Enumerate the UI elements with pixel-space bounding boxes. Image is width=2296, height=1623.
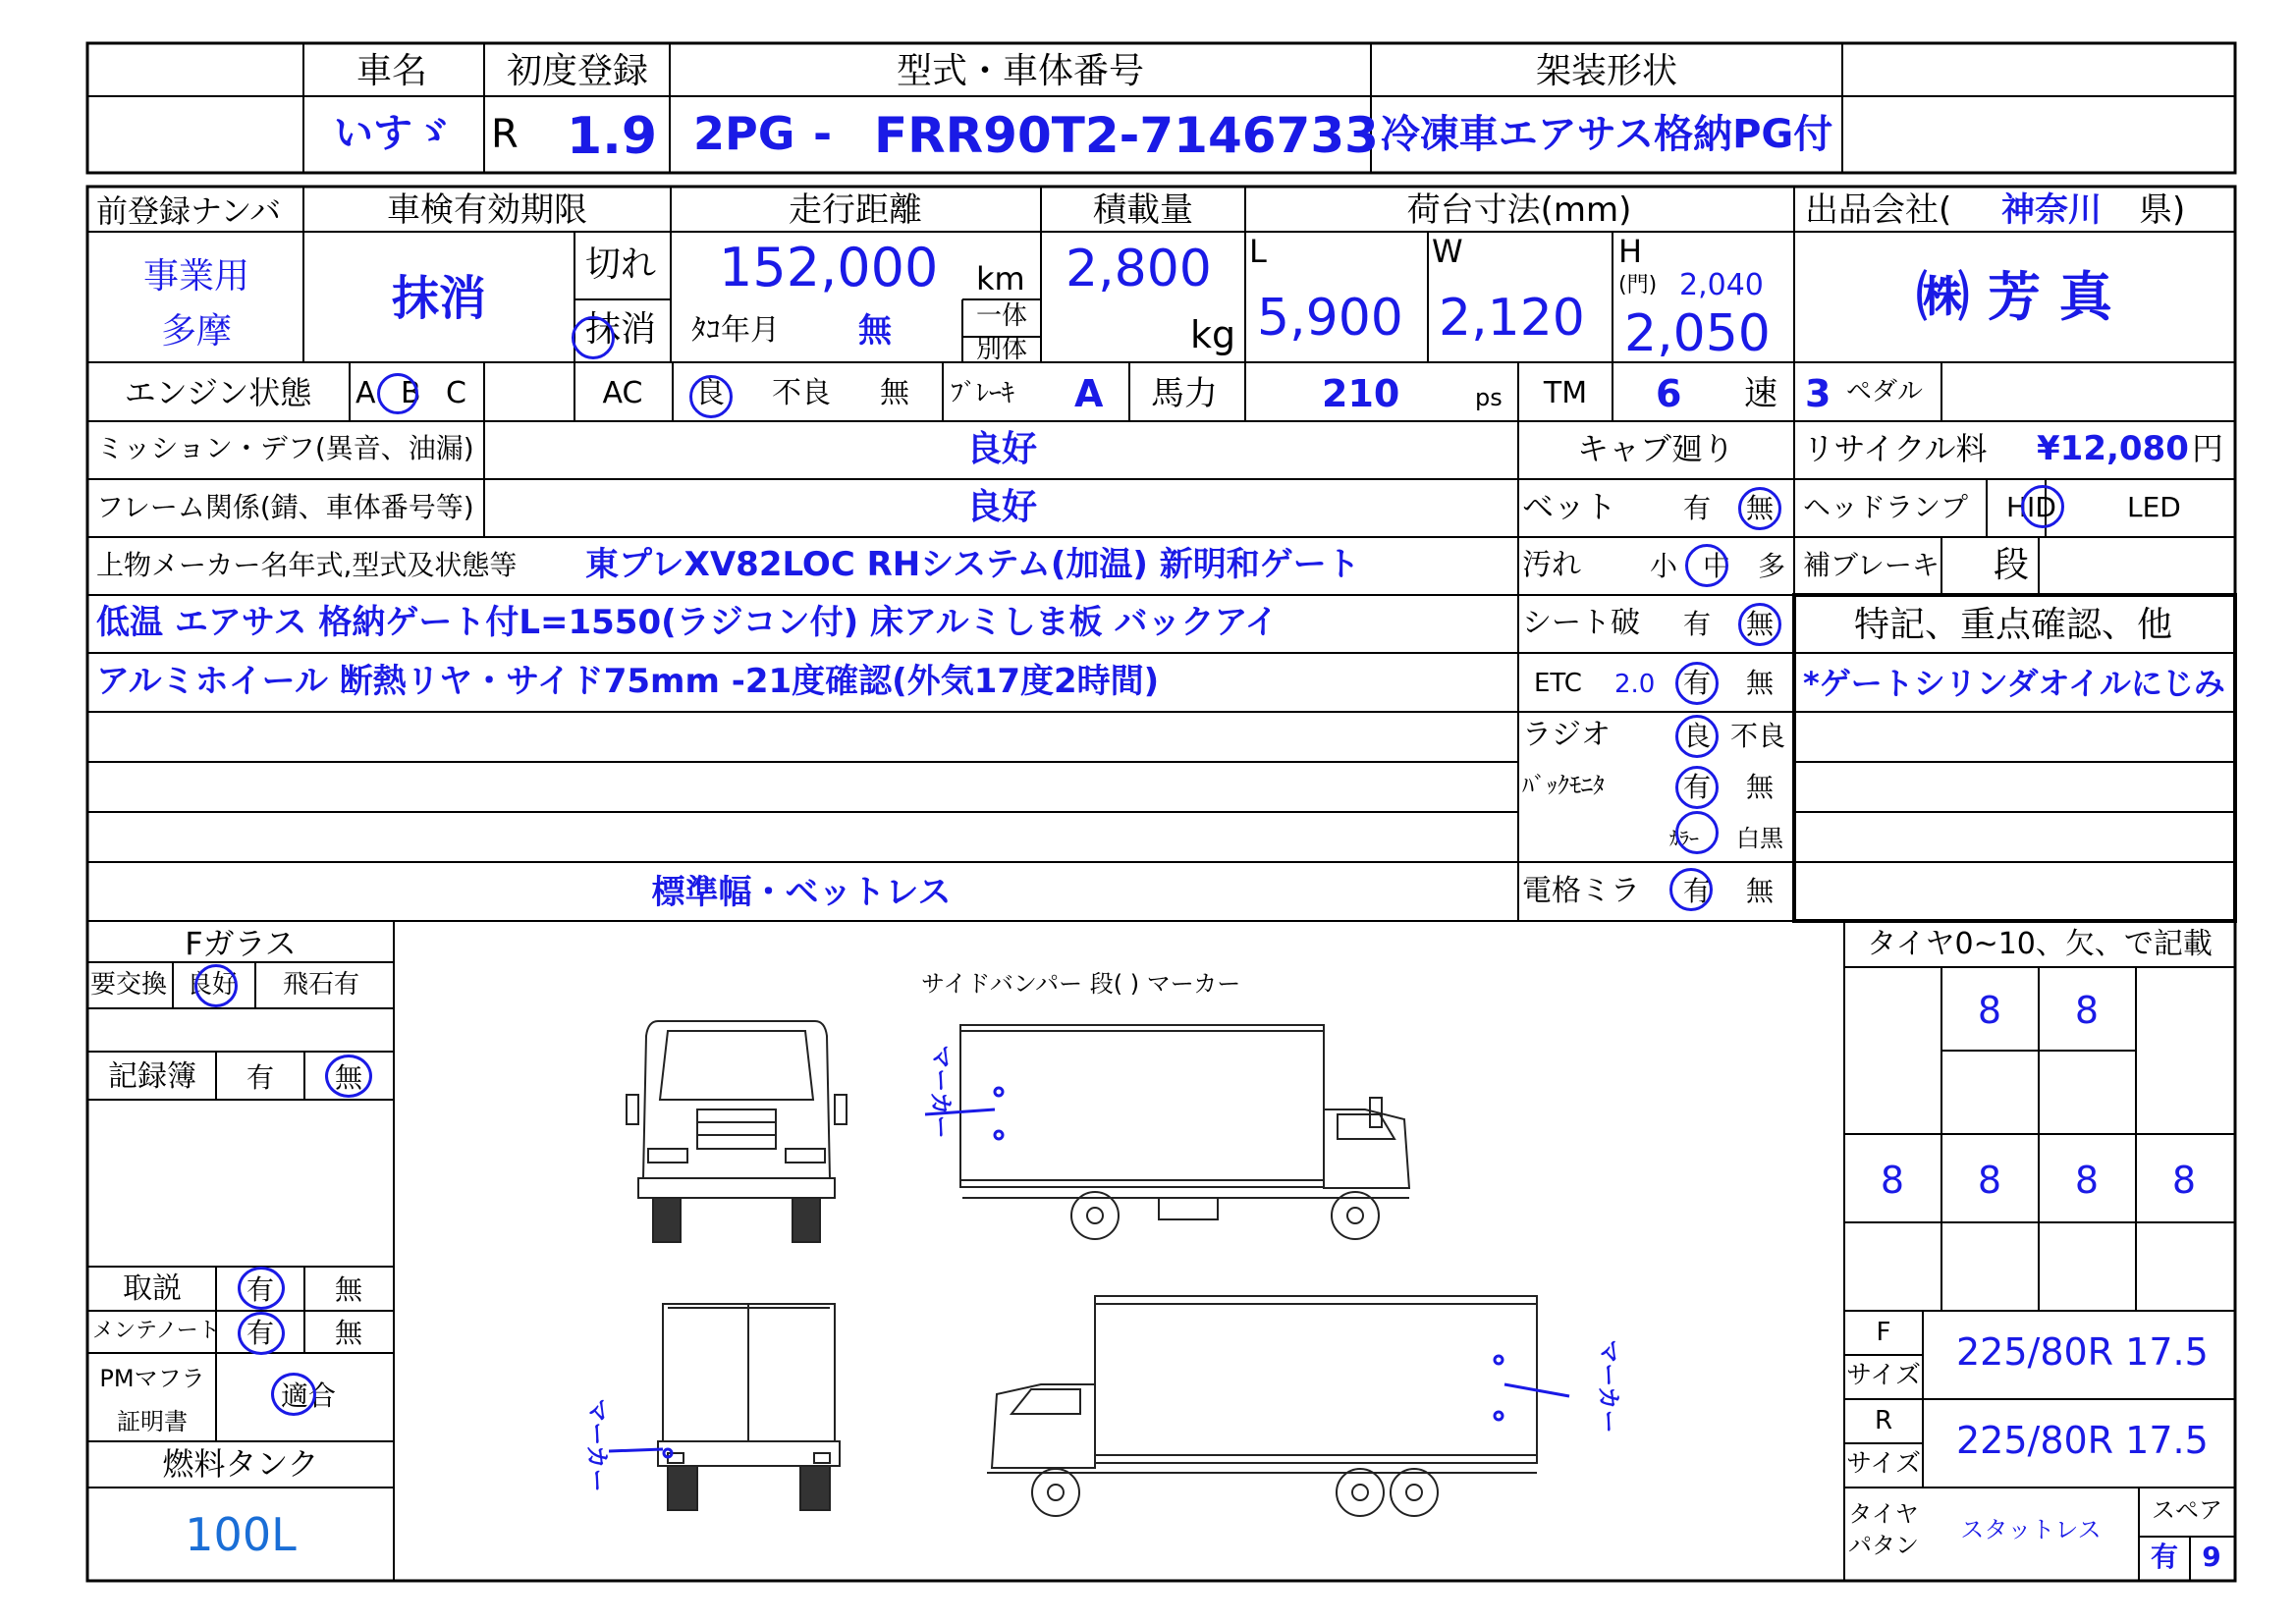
circle-pm (271, 1373, 316, 1416)
label-seller: 出品会社( (1805, 190, 1952, 230)
chassis-number: FRR90T2-7146733 (874, 107, 1379, 164)
label-first-reg: 初度登録 (506, 51, 649, 91)
model-dash: - (813, 107, 833, 160)
bed-L-value: 5,900 (1257, 289, 1403, 348)
truck-diagrams (609, 992, 1591, 1551)
radio-bad: 不良 (1730, 720, 1786, 752)
mileage-value: 152,000 (719, 237, 939, 298)
tacho-separate: 別体 (975, 335, 1028, 364)
manual-yes: 有 (246, 1273, 275, 1306)
label-model-chassis: 型式・車体番号 (896, 51, 1145, 91)
brake-value: A (1074, 372, 1104, 415)
circle-ac-good (689, 375, 733, 418)
fuel-value: 100L (185, 1508, 297, 1561)
label-dirt: 汚れ (1522, 548, 1581, 582)
label-pedal: ペダル (1846, 377, 1924, 406)
truck-side-view-bottom (987, 1296, 1537, 1516)
circle-fglass-good (194, 964, 238, 1007)
ac-good: 良 (695, 376, 725, 410)
special-note: *ゲートシリンダオイルにじみ (1803, 665, 2225, 702)
fglass-replace: 要交換 (90, 970, 168, 1000)
circle-radio-good (1675, 715, 1719, 758)
backmon-bw: 白黒 (1736, 825, 1783, 852)
car-name: いすゞ (334, 111, 452, 156)
circle-engine-b (377, 373, 418, 414)
etc-no: 無 (1746, 667, 1775, 699)
circle-hid (2021, 485, 2064, 528)
label-brake: ﾌﾞﾚｰｷ (951, 379, 1015, 408)
backmon-yes: 有 (1683, 771, 1712, 803)
label-record: 記録簿 (108, 1059, 196, 1094)
tacho-integral: 一体 (975, 301, 1028, 331)
label-pattern-1: タイヤ (1848, 1500, 1919, 1528)
circle-bed-no (1738, 487, 1781, 530)
backmon-no: 無 (1746, 771, 1775, 803)
tacho-value: 無 (858, 311, 892, 351)
engine-grade-b: B (401, 376, 421, 410)
circle-backmon-color (1675, 811, 1719, 854)
notes-line4: 標準幅・ベットレス (651, 873, 952, 912)
seat-yes: 有 (1683, 608, 1712, 640)
dirt-medium: 中 (1703, 550, 1731, 582)
label-notes: 上物メーカー名年式,型式及状態等 (96, 549, 518, 581)
special-title: 特記、重点確認、他 (1853, 605, 2173, 645)
circle-etc-yes (1675, 662, 1719, 705)
fglass-good: 良好 (187, 970, 239, 1000)
label-f: F (1876, 1318, 1891, 1347)
notes-line2: 低温 エアサス 格納ゲート付L=1550(ラジコン付) 床アルミしま板 バックアイ (96, 603, 1279, 642)
opt-cancelled: 抹消 (585, 309, 657, 350)
label-etc: ETC (1534, 669, 1582, 698)
tire-rear-2: 8 (1977, 1159, 2002, 1202)
label-fglass: Fガラス (185, 925, 297, 962)
label-hp: 馬力 (1151, 374, 1218, 413)
label-pm-1: PMマフラ (99, 1365, 205, 1392)
notes-line1: 東プレXV82LOC RHシステム(加温) 新明和ゲート (585, 545, 1360, 584)
maint-yes: 有 (246, 1317, 275, 1349)
headlamp-hid: HID (2006, 491, 2056, 523)
marker-label-3: マーカー (582, 1398, 611, 1492)
label-headlamp: ヘッドランプ (1803, 491, 1969, 523)
maint-no: 無 (334, 1317, 363, 1349)
bed-W-label: W (1432, 233, 1463, 270)
label-frame: フレーム関係(錆、車体番号等) (96, 491, 474, 523)
label-r-size: サイズ (1846, 1449, 1921, 1479)
label-f-size: サイズ (1846, 1361, 1921, 1390)
label-pm-2: 証明書 (117, 1408, 188, 1435)
label-r: R (1874, 1406, 1893, 1435)
bed-H-door-value: 2,040 (1679, 268, 1764, 302)
mirror-no: 無 (1746, 875, 1775, 907)
label-inspection: 車検有効期限 (387, 190, 587, 230)
opt-expired: 切れ (585, 244, 657, 285)
label-aux-brake: 補ブレーキ (1803, 549, 1940, 581)
manual-no: 無 (334, 1273, 363, 1306)
bed-W-value: 2,120 (1439, 289, 1585, 348)
label-maint: メンテノート (92, 1319, 220, 1343)
label-engine: エンジン状態 (124, 374, 312, 411)
seller-prefecture: 神奈川 (2001, 190, 2102, 230)
label-mirror: 電格ミラ (1522, 874, 1640, 908)
notes-line3: アルミホイール 断熱リヤ・サイド75mm -21度確認(外気17度2時間) (96, 662, 1160, 701)
bed-H-door-label: (門) (1618, 273, 1658, 298)
reg-date: 1.9 (567, 107, 658, 166)
bed-no: 無 (1746, 492, 1775, 524)
tacho-label: ﾀｺ年月 (691, 313, 780, 348)
seller-company: ㈱ 芳 真 (1916, 266, 2112, 328)
load-unit: kg (1190, 313, 1236, 356)
circle-mirror-yes (1669, 868, 1713, 911)
tire-front-right: 8 (2074, 989, 2100, 1032)
label-car-name: 車名 (355, 51, 428, 91)
label-mission: ミッション・デフ(異音、油漏) (96, 432, 474, 464)
truck-rear-view (658, 1304, 840, 1510)
tire-rear-1: 8 (1880, 1159, 1905, 1202)
dirt-many: 多 (1758, 550, 1786, 582)
tm-value: 6 (1656, 372, 1682, 415)
engine-grade-a: A (355, 376, 376, 410)
circle-maint-yes (238, 1312, 285, 1355)
frame-value: 良好 (965, 487, 1038, 527)
tire-rear-3: 8 (2074, 1159, 2100, 1202)
spare-yes: 有 (2150, 1541, 2179, 1573)
mileage-unit: km (976, 260, 1025, 298)
circle-record-no (325, 1055, 372, 1098)
label-manual: 取説 (123, 1271, 182, 1306)
tire-front-left: 8 (1977, 989, 2002, 1032)
label-seat: シート破 (1522, 606, 1640, 640)
bed-H-value: 2,050 (1624, 304, 1771, 363)
load-value: 2,800 (1066, 240, 1212, 298)
label-fuel: 燃料タンク (162, 1445, 319, 1483)
tire-r-size: 225/80R 17.5 (1956, 1419, 2209, 1462)
label-seller-suffix: 県) (2139, 190, 2186, 230)
radio-good: 良 (1683, 720, 1712, 752)
label-mileage: 走行距離 (789, 190, 922, 230)
label-prev-plate: 前登録ナンバ (96, 192, 282, 230)
truck-side-view-top (960, 1025, 1409, 1239)
label-cab: キャブ廻り (1576, 430, 1735, 467)
label-tm: TM (1543, 376, 1588, 410)
engine-grade-c: C (446, 376, 466, 410)
backmon-color: ｶﾗｰ (1669, 827, 1699, 850)
label-ac: AC (602, 376, 643, 410)
bed-yes: 有 (1683, 492, 1712, 524)
marker-label-2: マーカー (1594, 1339, 1622, 1434)
label-speed: 速 (1744, 374, 1777, 413)
aux-brake-value: 段 (1993, 545, 2030, 585)
reg-era: R (491, 112, 519, 157)
label-body-type: 架装形状 (1535, 51, 1678, 91)
recycle-yen: 円 (2192, 430, 2224, 467)
plate-line1: 事業用 (142, 256, 250, 297)
label-spare: スペア (2152, 1496, 2222, 1524)
mission-value: 良好 (965, 429, 1038, 469)
label-backmon: ﾊﾞｯｸﾓﾆﾀ (1522, 772, 1605, 799)
label-bed-size: 荷台寸法(mm) (1406, 190, 1632, 230)
circle-backmon-yes (1675, 766, 1719, 809)
label-pattern-2: パタン (1848, 1532, 1919, 1559)
circle-dirt-medium (1685, 544, 1731, 587)
circle-seat-no (1738, 603, 1781, 646)
tire-pattern: スタットレス (1960, 1516, 2102, 1543)
pm-value: 適合 (281, 1380, 337, 1412)
tire-title: タイヤ0~10、欠、で記載 (1867, 927, 2213, 961)
label-recycle: リサイクル料 (1803, 430, 1988, 467)
recycle-value: ¥12,080 (2037, 429, 2189, 468)
etc-yes: 有 (1683, 667, 1712, 699)
bed-H-label: H (1618, 233, 1643, 270)
mirror-yes: 有 (1683, 875, 1712, 907)
pedal-value: 3 (1805, 372, 1831, 415)
seat-no: 無 (1746, 608, 1775, 640)
tire-rear-4: 8 (2171, 1159, 2197, 1202)
label-load: 積載量 (1093, 190, 1193, 230)
ac-bad: 不良 (772, 376, 831, 410)
hp-value: 210 (1322, 372, 1400, 415)
truck-front-view (627, 1021, 847, 1242)
record-yes: 有 (246, 1061, 275, 1094)
marker-label-1: マーカー (926, 1045, 955, 1139)
bed-L-label: L (1249, 233, 1267, 270)
diagram-caption: サイドバンパー 段( ) マーカー (921, 970, 1241, 998)
plate-line2: 多摩 (160, 311, 233, 352)
ac-none: 無 (880, 376, 909, 410)
label-bed: ベット (1522, 488, 1617, 525)
circle-manual-yes (238, 1267, 285, 1310)
hp-unit: ps (1475, 384, 1503, 411)
headlamp-led: LED (2127, 491, 2181, 523)
inspection-value: 抹消 (391, 271, 487, 326)
tire-f-size: 225/80R 17.5 (1956, 1330, 2209, 1374)
body-type: 冷凍車エアサス格納PG付 (1380, 112, 1833, 157)
fglass-chip: 飛石有 (283, 970, 360, 1000)
label-radio: ラジオ (1522, 718, 1611, 752)
model-prefix: 2PG (693, 107, 795, 160)
dirt-small: 小 (1650, 550, 1678, 582)
spare-value: 9 (2202, 1541, 2221, 1573)
etc-version: 2.0 (1614, 670, 1656, 699)
circle-cancelled (572, 316, 615, 359)
record-no: 無 (334, 1061, 363, 1094)
